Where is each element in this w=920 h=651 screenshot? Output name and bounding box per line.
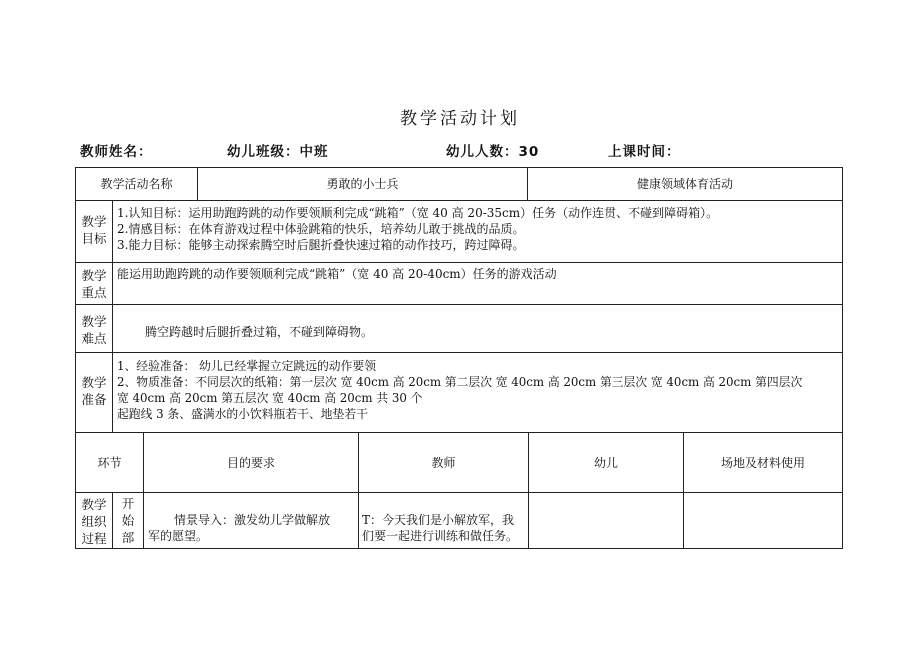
goals-text: 1.认知目标：运用助跑跨跳的动作要领顺利完成“跳箱”（宽 40 高 20-35cm）任务（动作连贯、不碰到障碍箱）。 2.情感目标：在体育游戏过程中体验跳箱的快乐，培养幼儿敢于挑战的品质。 3.能力目标：能够主动探索腾空时后腿折叠快速过箱的动作技巧，跨过障碍。 [117, 206, 719, 252]
opening-purpose-text: 情景导入：激发幼儿学做解放 军的愿望。 [148, 513, 331, 543]
teacher-header: 教师 [431, 456, 456, 470]
key-point-text: 能运用助跑跨跳的动作要领顺利完成“跳箱”（宽 40 高 20-40cm）任务的游戏活动 [117, 267, 557, 281]
preparation-text: 1、经验准备： 幼儿已经掌握立定跳远的动作要领 2、物质准备：不同层次的纸箱：第一层次 宽 40cm 高 20cm 第二层次 宽 40cm 高 20cm 第三层次 宽 40cm 高 20cm 第四层次 宽 40cm 高 20cm 第五层次 宽 40cm 高 20cm 共 30 个 起跑线 3 条、盛满水的小饮料瓶若干、地垫若干 [117, 359, 803, 421]
process-label: 教学 组织 过程 [81, 497, 107, 546]
child-count-label: 幼儿人数：30 [446, 144, 540, 160]
key-point-label: 教学 重点 [81, 268, 107, 300]
teacher-name-label: 教师姓名： [80, 144, 153, 160]
preparation-label: 教学 准备 [81, 375, 107, 407]
page-title: 教学活动计划 [400, 109, 520, 129]
child-header: 幼儿 [593, 456, 618, 470]
class-time-label: 上课时间： [608, 144, 681, 160]
opening-section-label: 开 始 部 [121, 496, 135, 545]
class-label: 幼儿班级：中班 [227, 144, 329, 160]
activity-name-label: 教学活动名称 [100, 177, 173, 191]
purpose-header: 目的要求 [226, 456, 275, 470]
opening-teacher-text: T：今天我们是小解放军，我 们要一起进行训练和做任务。 [362, 513, 519, 543]
activity-domain-value: 健康领域体育活动 [636, 177, 733, 191]
activity-name-value: 勇敢的小士兵 [326, 177, 399, 191]
venue-header: 场地及材料使用 [720, 456, 805, 470]
difficulty-text: 腾空跨越时后腿折叠过箱，不碰到障碍物。 [145, 325, 374, 339]
difficulty-label: 教学 难点 [81, 314, 107, 346]
stage-header: 环节 [97, 456, 122, 470]
goals-label: 教学 目标 [81, 214, 107, 246]
